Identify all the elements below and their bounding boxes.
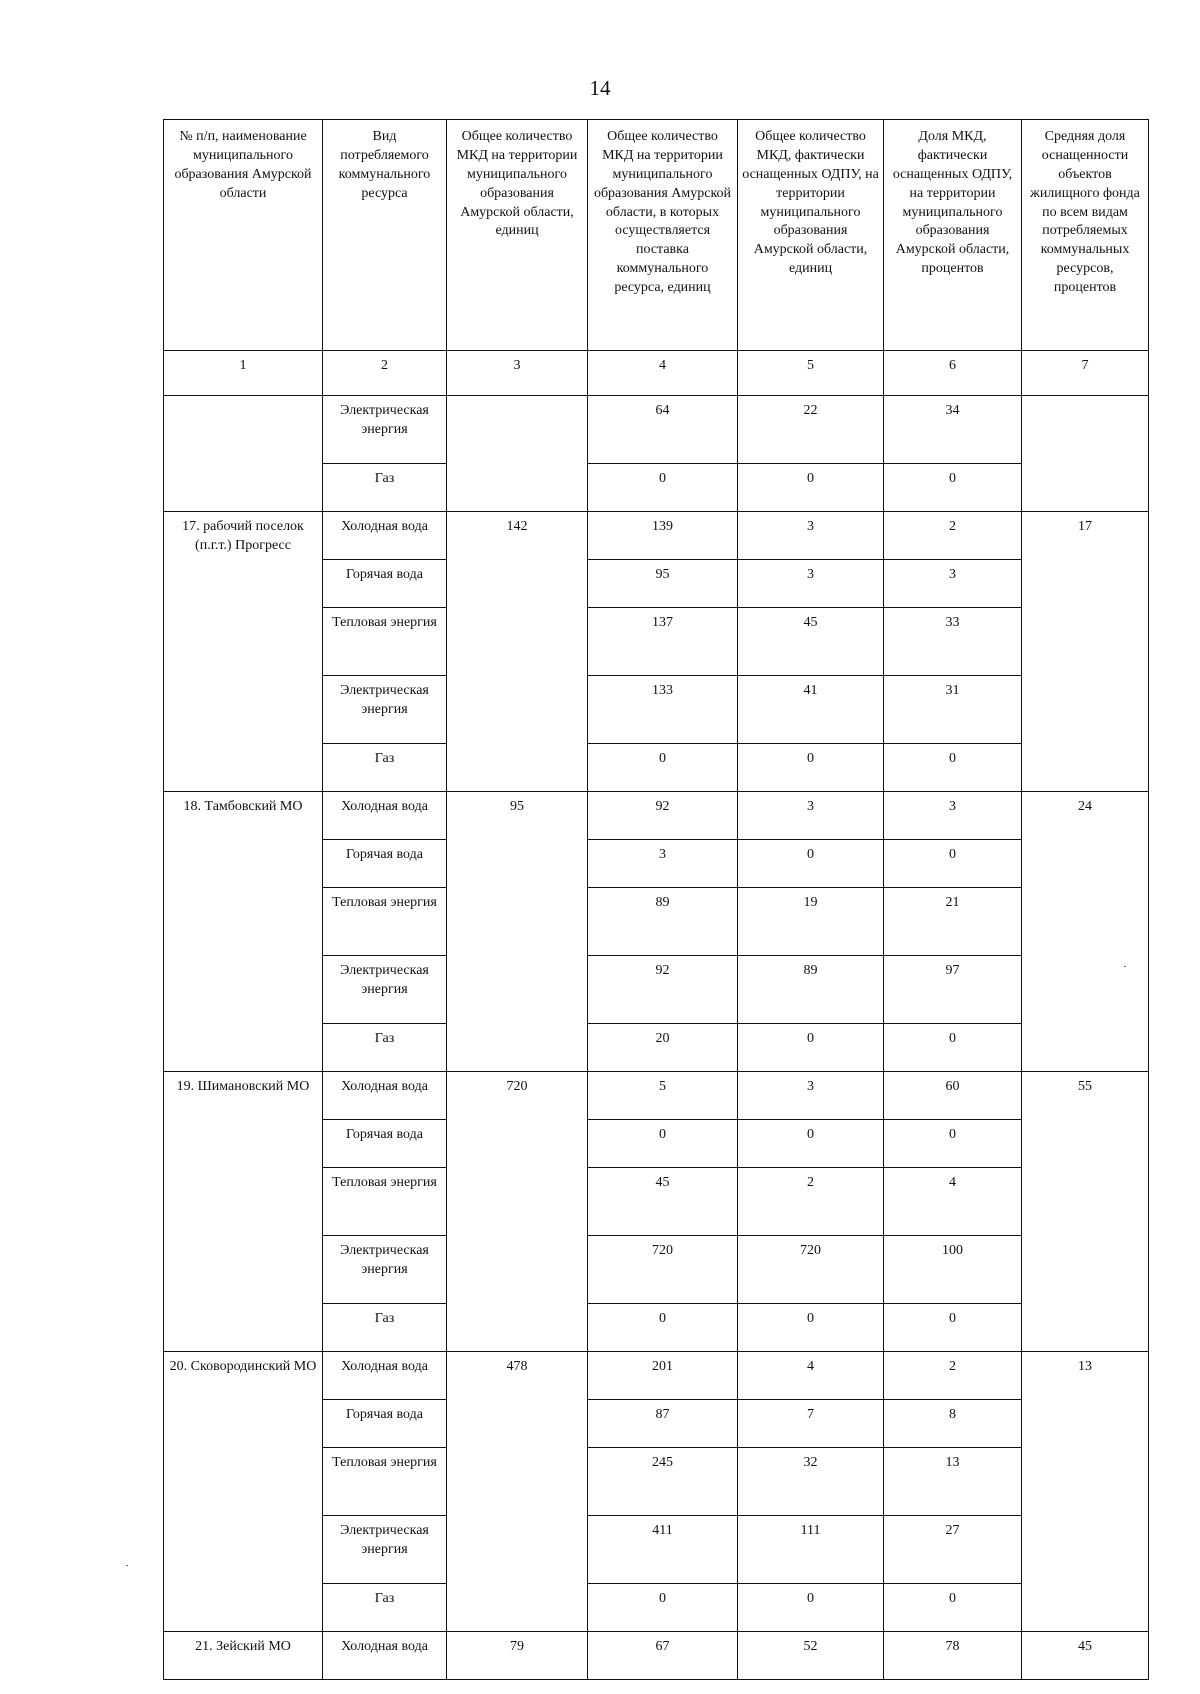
resource-cell: Электрическая энергия — [323, 396, 447, 464]
header-municipality: № п/п, наименование муниципального образования Амурской области — [164, 120, 323, 351]
table-row — [164, 512, 1149, 560]
average-cell — [1022, 396, 1149, 512]
share-cell: 33 — [884, 608, 1022, 676]
header-resource-type: Вид потребляемого коммунального ресурса — [323, 120, 447, 351]
share-cell: 0 — [884, 1584, 1022, 1632]
supplied-cell: 133 — [588, 676, 738, 744]
resource-cell: Горячая вода — [323, 1120, 447, 1168]
supplied-cell: 92 — [588, 956, 738, 1024]
average-cell: 13 — [1022, 1352, 1149, 1632]
share-cell: 2 — [884, 512, 1022, 560]
municipality-cell: 20. Сковородинский МО — [164, 1352, 323, 1632]
equipped-cell: 41 — [738, 676, 884, 744]
equipped-cell: 2 — [738, 1168, 884, 1236]
column-number: 6 — [884, 351, 1022, 396]
share-cell: 0 — [884, 1304, 1022, 1352]
share-cell: 0 — [884, 1024, 1022, 1072]
equipped-cell: 7 — [738, 1400, 884, 1448]
resource-cell: Газ — [323, 464, 447, 512]
column-number: 5 — [738, 351, 884, 396]
header-supplied-mkd: Общее количество МКД на территории муниципального образования Амурской области, в которых осуществляется поставка коммунального ресурса, единиц — [588, 120, 738, 351]
share-cell: 0 — [884, 1120, 1022, 1168]
share-cell: 97 — [884, 956, 1022, 1024]
average-cell: 45 — [1022, 1632, 1149, 1680]
equipped-cell: 52 — [738, 1632, 884, 1680]
resource-cell: Электрическая энергия — [323, 676, 447, 744]
supplied-cell: 92 — [588, 792, 738, 840]
supplied-cell: 95 — [588, 560, 738, 608]
share-cell: 13 — [884, 1448, 1022, 1516]
supplied-cell: 3 — [588, 840, 738, 888]
equipped-cell: 3 — [738, 512, 884, 560]
resource-cell: Холодная вода — [323, 792, 447, 840]
equipped-cell: 45 — [738, 608, 884, 676]
resource-cell: Тепловая энергия — [323, 1448, 447, 1516]
supplied-cell: 0 — [588, 1304, 738, 1352]
resource-cell: Тепловая энергия — [323, 608, 447, 676]
supplied-cell: 67 — [588, 1632, 738, 1680]
share-cell: 3 — [884, 560, 1022, 608]
resource-cell: Горячая вода — [323, 1400, 447, 1448]
table-row — [164, 1632, 1149, 1680]
page-number: 14 — [589, 76, 611, 100]
share-cell: 31 — [884, 676, 1022, 744]
resource-cell: Горячая вода — [323, 840, 447, 888]
total-cell: 142 — [447, 512, 588, 792]
resource-cell: Холодная вода — [323, 512, 447, 560]
municipality-cell: 21. Зейский МО — [164, 1632, 323, 1680]
share-cell: 78 — [884, 1632, 1022, 1680]
equipped-cell: 4 — [738, 1352, 884, 1400]
equipped-cell: 0 — [738, 1024, 884, 1072]
supplied-cell: 0 — [588, 1120, 738, 1168]
resource-cell: Горячая вода — [323, 560, 447, 608]
share-cell: 27 — [884, 1516, 1022, 1584]
total-cell — [447, 396, 588, 512]
resource-cell: Газ — [323, 1304, 447, 1352]
header-average-share: Средняя доля оснащенности объектов жилищного фонда по всем видам потребляемых коммунальных ресурсов, процентов — [1022, 120, 1149, 351]
municipality-cell: 17. рабочий поселок (п.г.т.) Прогресс — [164, 512, 323, 792]
scan-speck — [126, 1565, 128, 1566]
supplied-cell: 720 — [588, 1236, 738, 1304]
supplied-cell: 137 — [588, 608, 738, 676]
equipped-cell: 22 — [738, 396, 884, 464]
average-cell: 24 — [1022, 792, 1149, 1072]
column-number-row — [164, 351, 1149, 396]
resource-cell: Газ — [323, 744, 447, 792]
supplied-cell: 87 — [588, 1400, 738, 1448]
share-cell: 21 — [884, 888, 1022, 956]
equipped-cell: 19 — [738, 888, 884, 956]
supplied-cell: 45 — [588, 1168, 738, 1236]
supplied-cell: 89 — [588, 888, 738, 956]
header-row — [164, 120, 1149, 351]
share-cell: 100 — [884, 1236, 1022, 1304]
share-cell: 8 — [884, 1400, 1022, 1448]
resource-cell: Тепловая энергия — [323, 1168, 447, 1236]
column-number: 2 — [323, 351, 447, 396]
supplied-cell: 5 — [588, 1072, 738, 1120]
supplied-cell: 0 — [588, 464, 738, 512]
equipped-cell: 0 — [738, 464, 884, 512]
equipped-cell: 0 — [738, 1304, 884, 1352]
municipality-cell: 19. Шимановский МО — [164, 1072, 323, 1352]
supplied-cell: 411 — [588, 1516, 738, 1584]
table-row — [164, 1352, 1149, 1400]
equipped-cell: 111 — [738, 1516, 884, 1584]
column-number: 4 — [588, 351, 738, 396]
equipped-cell: 3 — [738, 1072, 884, 1120]
total-cell: 79 — [447, 1632, 588, 1680]
average-cell: 55 — [1022, 1072, 1149, 1352]
equipped-cell: 0 — [738, 1584, 884, 1632]
column-number: 7 — [1022, 351, 1149, 396]
supplied-cell: 0 — [588, 1584, 738, 1632]
share-cell: 4 — [884, 1168, 1022, 1236]
table-row — [164, 792, 1149, 840]
supplied-cell: 0 — [588, 744, 738, 792]
equipped-cell: 0 — [738, 840, 884, 888]
supplied-cell: 139 — [588, 512, 738, 560]
share-cell: 34 — [884, 396, 1022, 464]
resource-cell: Холодная вода — [323, 1632, 447, 1680]
resource-cell: Электрическая энергия — [323, 1236, 447, 1304]
supplied-cell: 201 — [588, 1352, 738, 1400]
share-cell: 2 — [884, 1352, 1022, 1400]
resource-cell: Тепловая энергия — [323, 888, 447, 956]
supplied-cell: 64 — [588, 396, 738, 464]
resource-cell: Холодная вода — [323, 1072, 447, 1120]
equipped-cell: 89 — [738, 956, 884, 1024]
column-number: 1 — [164, 351, 323, 396]
municipality-cell: 18. Тамбовский МО — [164, 792, 323, 1072]
scan-speck — [1124, 966, 1126, 967]
header-total-mkd: Общее количество МКД на территории муниципального образования Амурской области, единиц — [447, 120, 588, 351]
share-cell: 0 — [884, 744, 1022, 792]
table-row — [164, 396, 1149, 464]
total-cell: 478 — [447, 1352, 588, 1632]
odpu-table — [163, 119, 1149, 1680]
supplied-cell: 245 — [588, 1448, 738, 1516]
equipped-cell: 0 — [738, 744, 884, 792]
resource-cell: Холодная вода — [323, 1352, 447, 1400]
header-equipped-mkd: Общее количество МКД, фактически оснащенных ОДПУ, на территории муниципального образования Амурской области, единиц — [738, 120, 884, 351]
share-cell: 0 — [884, 464, 1022, 512]
equipped-cell: 720 — [738, 1236, 884, 1304]
equipped-cell: 3 — [738, 792, 884, 840]
total-cell: 720 — [447, 1072, 588, 1352]
total-cell: 95 — [447, 792, 588, 1072]
equipped-cell: 0 — [738, 1120, 884, 1168]
resource-cell: Газ — [323, 1584, 447, 1632]
resource-cell: Электрическая энергия — [323, 1516, 447, 1584]
equipped-cell: 3 — [738, 560, 884, 608]
equipped-cell: 32 — [738, 1448, 884, 1516]
table-row — [164, 1072, 1149, 1120]
header-equipped-share: Доля МКД, фактически оснащенных ОДПУ, на территории муниципального образования Амурской области, процентов — [884, 120, 1022, 351]
average-cell: 17 — [1022, 512, 1149, 792]
resource-cell: Газ — [323, 1024, 447, 1072]
municipality-cell — [164, 396, 323, 512]
supplied-cell: 20 — [588, 1024, 738, 1072]
resource-cell: Электрическая энергия — [323, 956, 447, 1024]
share-cell: 0 — [884, 840, 1022, 888]
share-cell: 60 — [884, 1072, 1022, 1120]
share-cell: 3 — [884, 792, 1022, 840]
column-number: 3 — [447, 351, 588, 396]
